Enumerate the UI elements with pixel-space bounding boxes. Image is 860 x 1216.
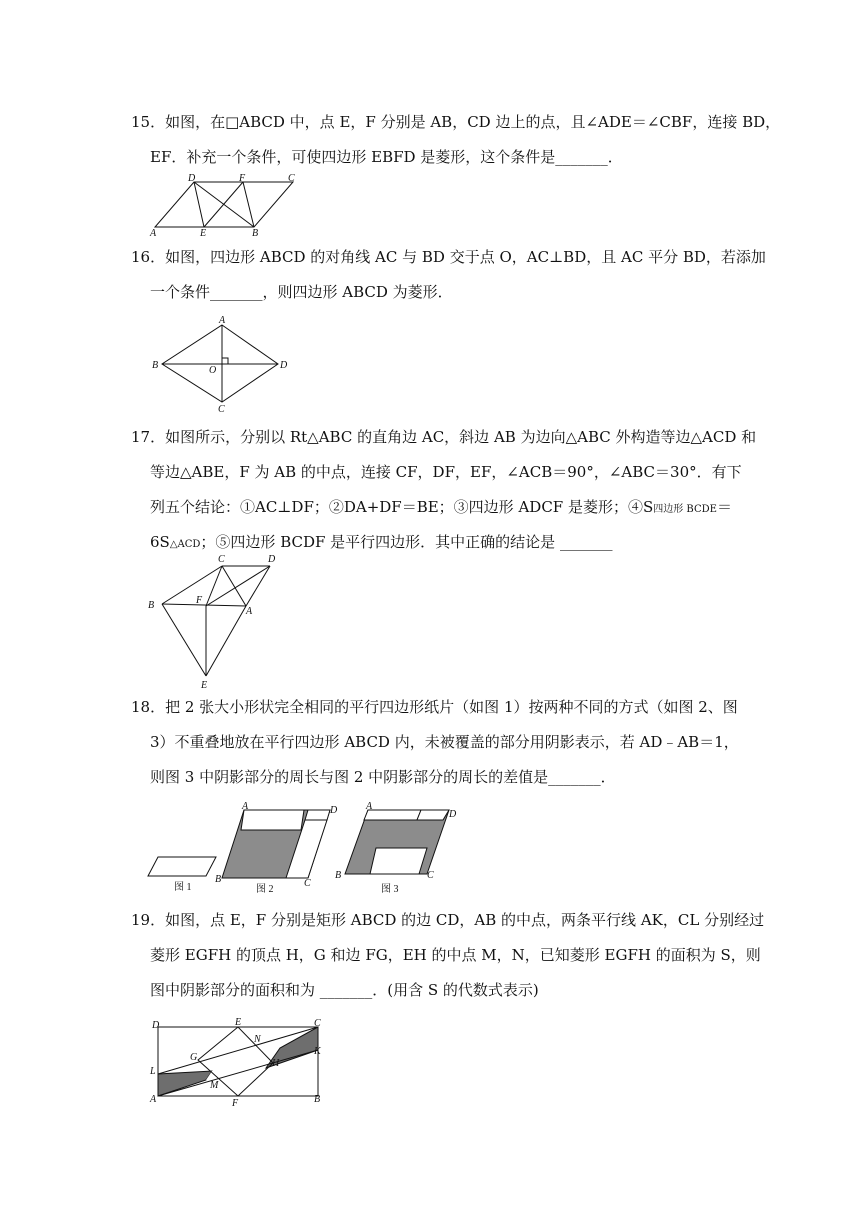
label-C: C: [218, 554, 225, 565]
question-text: 6S: [150, 533, 170, 551]
label-K: K: [314, 1046, 321, 1057]
label-E: E: [201, 680, 208, 691]
label-F: F: [232, 1098, 239, 1109]
question-text: 把 2 张大小形状完全相同的平行四边形纸片（如图 1）按两种不同的方式（如图 2、图: [165, 698, 738, 716]
question-text: 列五个结论：①AC⊥DF；②DA+DF＝BE；③四边形 ADCF 是菱形；④S: [150, 498, 654, 516]
label-D: D: [280, 360, 288, 371]
question-text: 一个条件_______，则四边形 ABCD 为菱形．: [150, 283, 453, 301]
label-B: B: [215, 874, 222, 885]
figure-3: [333, 800, 461, 894]
parallelogram-figure: [148, 170, 308, 238]
subscript: 四边形 BCDE: [653, 504, 717, 515]
label-H: H: [272, 1058, 280, 1069]
label-B: B: [148, 600, 155, 611]
label-F: F: [239, 173, 246, 184]
rhombus-figure: [148, 312, 298, 418]
label-F: F: [196, 595, 203, 606]
question-text: 如图，四边形 ABCD 的对角线 AC 与 BD 交于点 O，AC⊥BD，且 AC 平分 BD，若添加: [165, 248, 766, 266]
label-D: D: [330, 805, 338, 816]
figure-1: [148, 854, 220, 894]
label-C: C: [218, 404, 225, 415]
caption-fig1: 图 1: [174, 882, 192, 893]
caption-fig3: 图 3: [381, 884, 399, 895]
question-number: 19．: [131, 911, 166, 929]
label-M: M: [210, 1080, 219, 1091]
label-C: C: [288, 173, 295, 184]
label-D: D: [188, 173, 196, 184]
question-text: 则图 3 中阴影部分的周长与图 2 中阴影部分的周长的差值是_______．: [150, 768, 616, 786]
label-E: E: [200, 228, 207, 239]
figure-2: [215, 800, 342, 895]
label-E: E: [235, 1017, 242, 1028]
question-number: 16．: [131, 248, 166, 266]
caption-fig2: 图 2: [256, 884, 274, 895]
label-G: G: [190, 1052, 198, 1063]
label-B: B: [335, 870, 342, 881]
question-number: 17．: [131, 428, 166, 446]
label-A: A: [150, 1094, 157, 1105]
question-text: 如图，点 E，F 分别是矩形 ABCD 的边 CD，AB 的中点，两条平行线 AK，CL 分别经过: [165, 911, 765, 929]
question-number: 18．: [131, 698, 166, 716]
question-text: 如图所示，分别以 Rt△ABC 的直角边 AC，斜边 AB 为边向△ABC 外构造等边△ACD 和: [165, 428, 757, 446]
label-C: C: [314, 1018, 321, 1029]
label-B: B: [314, 1094, 321, 1105]
label-C: C: [304, 878, 311, 889]
label-N: N: [254, 1034, 261, 1045]
rectangle-rhombus-figure: [148, 1014, 334, 1109]
question-text: 3）不重叠地放在平行四边形 ABCD 内，未被覆盖的部分用阴影表示，若 AD﹣AB＝1，: [150, 733, 739, 751]
question-text: 等边△ABE，F 为 AB 的中点，连接 CF，DF，EF，∠ACB＝90°，∠ABC＝30°．有下: [150, 463, 742, 481]
label-B: B: [252, 228, 259, 239]
question-number: 15．: [131, 113, 166, 131]
label-C: C: [427, 870, 434, 881]
label-A: A: [150, 228, 157, 239]
label-A: A: [242, 801, 249, 812]
label-A: A: [246, 606, 253, 617]
label-O: O: [209, 365, 217, 376]
label-D: D: [268, 554, 276, 565]
label-D: D: [449, 809, 457, 820]
triangle-figure: [142, 550, 292, 690]
question-text: ＝: [716, 498, 732, 516]
label-L: L: [150, 1066, 156, 1077]
question-text: 菱形 EGFH 的顶点 H，G 和边 FG，EH 的中点 M，N，已知菱形 EGFH 的面积为 S，则: [150, 946, 761, 964]
label-A: A: [219, 315, 226, 326]
label-A: A: [366, 801, 373, 812]
label-B: B: [152, 360, 159, 371]
question-text: ；⑤四边形 BCDF 是平行四边形．其中正确的结论是 _______: [200, 533, 613, 551]
question-text: EF．补充一个条件，可使四边形 EBFD 是菱形，这个条件是_______．: [150, 148, 623, 166]
question-text: 如图，在□ABCD 中，点 E，F 分别是 AB，CD 边上的点，且∠ADE＝∠CBF，连接 BD，: [165, 113, 781, 131]
question-text: 图中阴影部分的面积和为 _______．(用含 S 的代数式表示): [150, 981, 539, 999]
subscript: △ACD: [169, 539, 201, 550]
label-D: D: [152, 1020, 160, 1031]
